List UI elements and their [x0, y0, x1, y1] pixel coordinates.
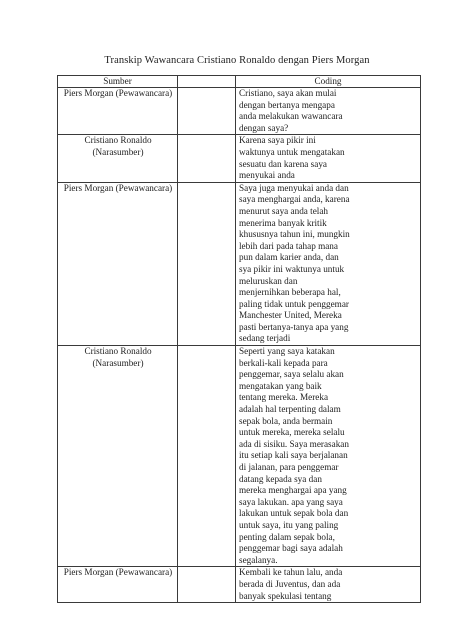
transcript-line: Saya juga menyukai anda dan — [239, 182, 349, 193]
transcript-line: menerima banyak kritik — [239, 217, 327, 228]
header-sumber: Sumber — [58, 76, 178, 88]
transcript-line: tentang mereka. Mereka — [239, 392, 329, 403]
transcript-line: Karena saya pikir ini — [239, 135, 316, 146]
document-title: Transkip Wawancara Cristiano Ronaldo dengan Piers Morgan — [104, 55, 370, 66]
transcript-line: sedang terjadi — [239, 333, 291, 344]
empty-cell — [178, 346, 236, 567]
transcript-line: mereka menghargai apa yang — [239, 485, 347, 496]
speaker-line: Cristiano Ronaldo — [84, 346, 152, 357]
transcript-line: mengatakan yang baik — [239, 380, 322, 391]
transcript-line: Cristiano, saya akan mulai — [239, 88, 337, 98]
transcript-line: meluruskan dan — [239, 275, 298, 286]
header-empty — [178, 76, 236, 88]
speaker-cell — [58, 135, 178, 182]
transcript-line: di jalanan, para penggemar — [239, 462, 339, 472]
transcript-line: menyukai anda — [239, 170, 295, 181]
transcript-line: Kembali ke tahun lalu, anda — [239, 567, 343, 578]
empty-cell — [178, 88, 236, 135]
table-row — [58, 346, 421, 567]
transcript-body — [58, 88, 421, 603]
transcript-line: sesuatu dan karena saya — [239, 158, 328, 169]
transcript-line: dengan saya? — [239, 122, 289, 133]
speaker-cell — [58, 567, 178, 603]
empty-cell — [178, 567, 236, 603]
transcript-line: sepak bola, anda bermain — [239, 415, 333, 426]
transcript-line: untuk saya, itu yang paling — [239, 519, 339, 530]
transcript-line: berada di Juventus, dan ada — [239, 578, 341, 589]
transcript-text-cell — [236, 88, 421, 135]
transcript-line: sya pikir ini waktunya untuk — [239, 263, 345, 274]
header-coding: Coding — [236, 76, 421, 88]
transcript-line: adalah hal terpenting dalam — [239, 404, 341, 415]
transcript-line: anda melakukan wawancara — [239, 111, 343, 122]
transcript-line: lebih dari pada tahap mana — [239, 240, 338, 251]
speaker-line: (Narasumber) — [92, 146, 144, 157]
transcript-line: untuk mereka, mereka selalu — [239, 427, 345, 438]
speaker-line: Piers Morgan (Pewawancara) — [63, 182, 173, 193]
speaker-line: Piers Morgan (Pewawancara) — [63, 567, 173, 578]
table-row — [58, 88, 421, 135]
speaker-line: Cristiano Ronaldo — [84, 135, 152, 146]
transcript-line: saya menghargai anda, karena — [239, 194, 350, 205]
transcript-line: menurut saya anda telah — [239, 205, 329, 216]
transcript-text-cell — [236, 182, 421, 345]
speaker-cell — [58, 346, 178, 567]
speaker-cell — [58, 88, 178, 135]
transcript-line: penting dalam sepak bola, — [239, 531, 335, 542]
transcript-line: banyak spekulasi tentang — [239, 590, 332, 601]
speaker-line: (Narasumber) — [92, 357, 144, 368]
empty-cell — [178, 182, 236, 345]
transcript-line: segalanya. — [239, 554, 278, 565]
transcript-line: berkali-kali kepada para — [239, 357, 328, 368]
transcript-line: khususnya tahun ini, mungkin — [239, 229, 350, 240]
page-bottom-edge — [57, 617, 420, 618]
table-row — [58, 567, 421, 603]
transcript-line: dengan bertanya mengapa — [239, 99, 335, 110]
transcript-line: saya lakukan. apa yang saya — [239, 496, 343, 507]
transcript-text-cell — [236, 567, 421, 603]
speaker-line: Piers Morgan (Pewawancara) — [63, 88, 173, 98]
transcript-line: Manchester United, Mereka — [239, 310, 342, 321]
transcript-line: waktunya untuk mengatakan — [239, 146, 345, 157]
transcript-line: ada di sisiku. Saya merasakan — [239, 438, 349, 449]
transcript-text-cell — [236, 135, 421, 182]
transcript-line: paling tidak untuk penggemar — [239, 298, 349, 309]
table-row — [58, 182, 421, 345]
table-header-row — [58, 76, 421, 88]
transcript-line: Seperti yang saya katakan — [239, 346, 335, 357]
transcript-line: pasti bertanya-tanya apa yang — [239, 321, 349, 332]
empty-cell — [178, 135, 236, 182]
transcript-line: datang kepada sya dan — [239, 473, 322, 484]
transcript-line: penggemar bagi saya adalah — [239, 543, 343, 554]
table-row — [58, 135, 421, 182]
speaker-cell — [58, 182, 178, 345]
transcript-table — [57, 75, 421, 603]
transcript-line: lakukan untuk sepak bola dan — [239, 508, 349, 519]
transcript-line: menjernihkan beberapa hal, — [239, 287, 341, 298]
transcript-line: itu setiap kali saya berjalanan — [239, 450, 348, 461]
transcript-line: penggemar, saya selalu akan — [239, 369, 344, 380]
transcript-text-cell — [236, 346, 421, 567]
transcript-line: pun dalam karier anda, dan — [239, 252, 339, 263]
